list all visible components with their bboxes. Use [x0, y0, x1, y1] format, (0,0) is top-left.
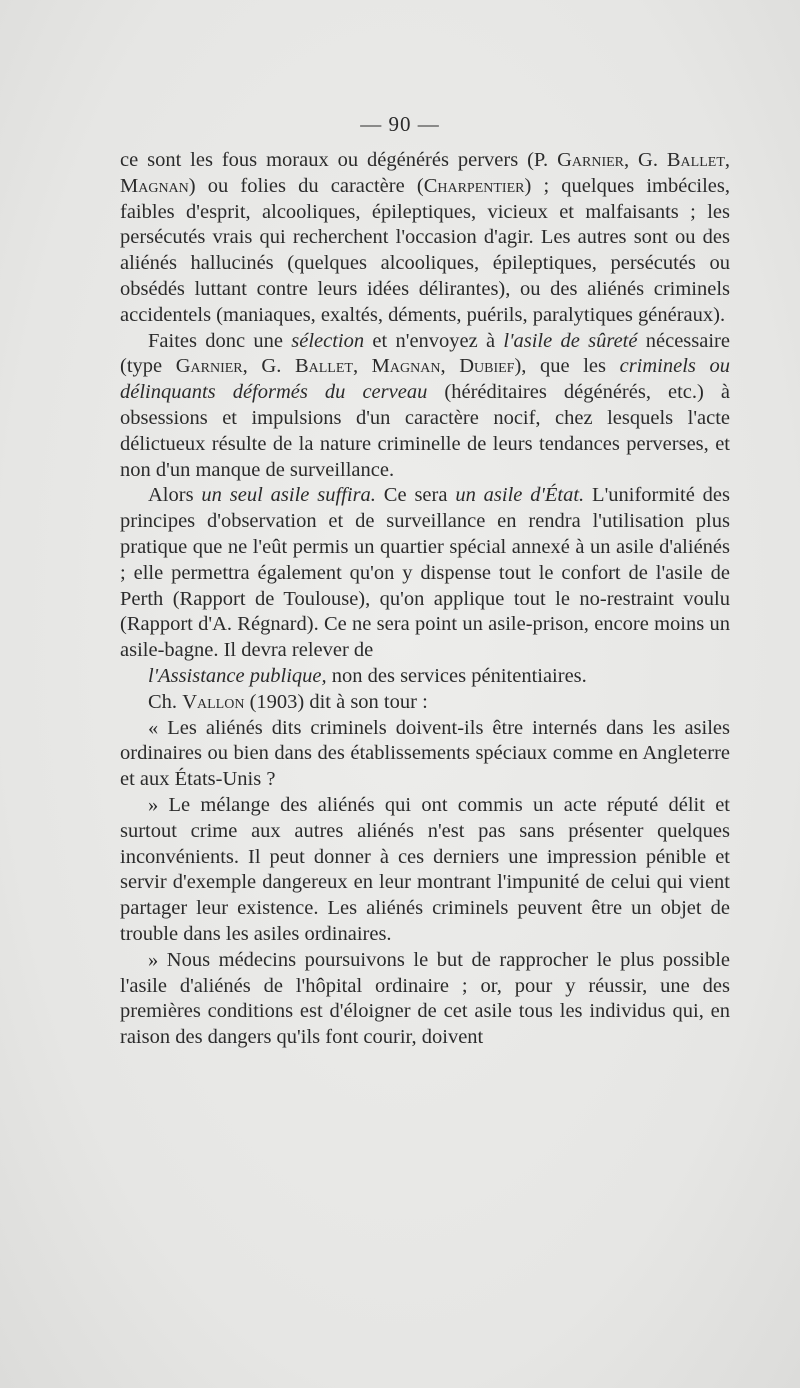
body-text	[120, 148, 730, 1051]
page-number: — 90 —	[360, 112, 440, 136]
paragraph: Faites donc une sélection et n'envoyez à l'asile de sûreté nécessaire (type Garnier, G. Ballet, Magnan, Dubief), que les criminels ou délinquants déformés du cerveau (héréditaires dégénérés, etc.) à obsessions et impulsions d'un caractère nocif, chez lesquels l'acte délictueux résulte de la nature criminelle de leurs tendances perverses, et non d'un manque de surveillance.	[120, 329, 731, 481]
paragraph: Ch. Vallon (1903) dit à son tour :	[148, 690, 428, 713]
paragraph: l'Assistance publique, non des services pénitentiaires.	[148, 664, 587, 687]
paragraph: » Le mélange des aliénés qui ont commis un acte réputé délit et surtout crime aux autres aliénés n'est pas sans présenter quelques inconvénients. Il peut donner à ces derniers une impression pénible et servir d'exemple dangereux en leur montrant l'impunité de celui qui vient partager leur existence. Les aliénés criminels peuvent être un objet de trouble dans les asiles ordinaires.	[120, 793, 730, 945]
paragraph: » Nous médecins poursuivons le but de rapprocher le plus possible l'asile d'aliénés de l'hôpital ordinaire ; or, pour y réussir, une des premières conditions est d'éloigner de cet asile tous les individus qui, en raison des dangers qu'ils font courir, doivent	[120, 948, 730, 1049]
paragraph: « Les aliénés dits criminels doivent-ils être internés dans les asiles ordinaires ou bien dans des établissements spéciaux comme en Angleterre et aux États-Unis ?	[120, 716, 730, 791]
paragraph: ce sont les fous moraux ou dégénérés pervers (P. Garnier, G. Ballet, Magnan) ou folies du caractère (Charpentier) ; quelques imbéciles, faibles d'esprit, alcooliques, épileptiques, vicieux et malfaisants ; les persécutés vrais qui recherchent l'occasion d'agir. Les autres sont ou des aliénés hallucinés (quelques alcooliques, épileptiques, persécutés ou obsédés luttant contre leurs idées délirantes), ou des aliénés criminels accidentels (maniaques, exaltés, déments, puérils, paralytiques généraux).	[120, 149, 731, 326]
paragraph: Alors un seul asile suffira. Ce sera un asile d'État. L'uniformité des principes d'observation et de surveillance en rendra l'utilisation plus pratique que ne l'eût permis un quartier spécial annexé à un asile d'aliénés ; elle permettra également qu'on y dispense tout le confort de l'asile de Perth (Rapport de Toulouse), qu'on applique tout le no-restraint voulu (Rapport d'A. Régnard). Ce ne sera point un asile-prison, encore moins un asile-bagne. Il devra relever de	[120, 484, 730, 662]
